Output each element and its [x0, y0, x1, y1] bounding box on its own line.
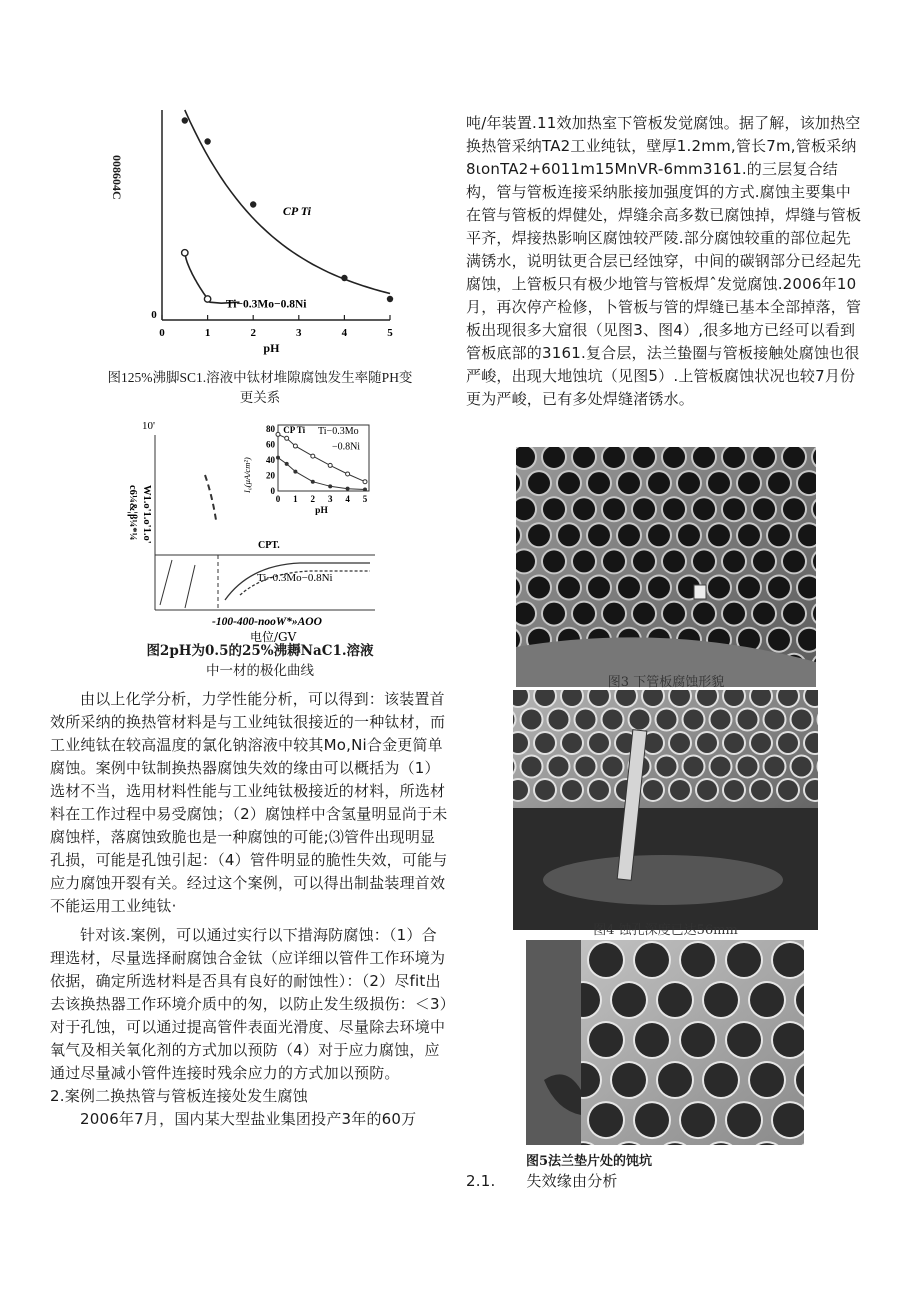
photo-5-flange [526, 940, 581, 1145]
photo-tube-hole [704, 1063, 738, 1097]
photo-tube-hole [630, 709, 650, 729]
figure-1-caption-line1: 图125%沸脚SC1.溶液中钛材堆隙腐蚀发生率随PH变 [107, 370, 413, 385]
photo-tube-hole [711, 709, 731, 729]
photo-tube-hole [697, 733, 717, 753]
figure-1-series-ti-mo-ni-line [185, 253, 240, 303]
photo-tube-hole [783, 447, 805, 468]
photo-tube-hole [753, 550, 775, 572]
figure-1-xlabel: pH [263, 341, 280, 355]
photo-tube-hole [681, 1103, 715, 1137]
photo-tube-hole [778, 780, 798, 800]
photo-tube-hole [589, 1103, 623, 1137]
photo-tube-hole [670, 780, 690, 800]
photo-tube-hole [562, 780, 582, 800]
figure-2-ylabel-line1: W1.o'1.o'1.o' [141, 485, 152, 544]
photo-tube-hole [723, 550, 745, 572]
figure-2-inset-xtick: 2 [310, 494, 316, 504]
photo-tube-hole [573, 447, 595, 468]
section-heading-2-1-text: 失效缘由分析 [526, 1172, 618, 1190]
photo-tube-hole [633, 603, 655, 625]
figure-1-point-cp-ti [182, 117, 188, 123]
photo-tube-hole [783, 550, 805, 572]
figure-2-inset-point-filled [328, 484, 332, 488]
figure-1-caption-line2: 更关系 [239, 390, 281, 406]
photo-tube-hole [648, 577, 670, 599]
photo-tube-hole [724, 780, 744, 800]
photo-tube-hole [693, 498, 715, 520]
photo-tube-hole [612, 1063, 646, 1097]
figure-2-ylabel-line2: c6¼&¦β¼*¼ [127, 485, 138, 541]
photo-tube-hole [588, 524, 610, 546]
photo-tube-hole [573, 603, 595, 625]
figure-1-point-cp-ti [204, 138, 210, 144]
figure-2-inset-point-open [276, 432, 280, 436]
photo-tube-hole [681, 943, 715, 977]
figure-1-label-ti-mo-ni: Ti−0.3Mo−0.8Ni [225, 298, 307, 311]
figure-2-inset-point-filled [363, 487, 367, 491]
photo-tube-hole [618, 524, 640, 546]
photo-4-caption: 图4 蚀孔深度已达56mm [593, 923, 738, 938]
photo-tube-hole [663, 603, 685, 625]
figure-2 [100, 415, 430, 645]
photo-tube-hole [663, 550, 685, 572]
photo-tube-hole [708, 577, 730, 599]
photo-tube-hole [589, 733, 609, 753]
figure-2-inset-point-filled [285, 462, 289, 466]
photo-tube-hole [535, 733, 555, 753]
photo-tube-hole [528, 472, 550, 494]
figure-2-plot [100, 415, 430, 645]
figure-2-inset-xtick: 4 [345, 494, 350, 504]
left-paragraph-3: 2006年7月，国内某大型盐业集团投产3年的60万 [80, 1110, 417, 1128]
figure-2-inset-xlabel: pH [315, 506, 328, 516]
left-heading-case2: 2.案例二换热管与管板连接处发生腐蚀 [50, 1087, 308, 1105]
photo-tube-hole [618, 472, 640, 494]
photo-tube-hole [603, 550, 625, 572]
figure-2-inset-xtick: 0 [275, 494, 281, 504]
photo-tube-hole [783, 498, 805, 520]
right-paragraph-1: 吨/年装置.11效加热室下管板发觉腐蚀。据了解，该加热空换热管采纳TA2工业纯钛，壁厚1.2mm,管长7m,管板采纳8ιοnTA2+6011m15MnVR-6mm3161.的三层复合结构，管与管板连接采纳胀接加强度饵的方式.腐蚀主要集中在管与管板的焊健处，焊缝余高多数已腐蚀掉，焊缝与管板平齐，焊接热影响区腐蚀较严陵.部分腐蚀较重的部位起先满锈水，说明钛更合层已经蚀穿，中间的碳钢部分已经起先腐蚀，上管板只有极少地管与管板焊ˆ发觉腐蚀.2006年10月，再次停产检修，卜管板与管的焊缝已基本全部掉落，管板出现很多大窟很（见图3、图4）,很多地方已经可以看到管板底部的3161.复合层，法兰蛰圈与管板接触处腐蚀也很严峻，出现大地蚀坑（见图5）.上管板腐蚀状况也较7月份更为严峻，已有多处焊缝渚锈水。 [466, 114, 862, 408]
photo-tube-hole [543, 498, 565, 520]
photo-5-caption: 图5法兰垫片处的饨坑 [526, 1154, 653, 1169]
photo-tube-hole [635, 1103, 669, 1137]
section-heading-2-1 [466, 1170, 864, 1193]
photo-tube-hole [792, 709, 812, 729]
figure-1-point-ti-mo-ni [204, 296, 210, 302]
figure-1-xtick-label: 4 [341, 327, 348, 339]
photo-tube-hole [753, 603, 775, 625]
photo-tube-hole [727, 1103, 761, 1137]
photo-tube-hole [738, 524, 760, 546]
photo-tube-hole [678, 472, 700, 494]
photo-tube-hole [768, 629, 790, 651]
photo-tube-hole [708, 472, 730, 494]
photo-tube-hole [723, 447, 745, 468]
photo-tube-hole [778, 733, 798, 753]
photo-tube-hole [765, 709, 785, 729]
figure-2-inset-point-open [293, 444, 297, 448]
figure-2-inset-xtick: 1 [293, 494, 298, 504]
photo-tube-hole [549, 756, 569, 776]
figure-1-point-ti-mo-ni [182, 250, 188, 256]
photo-3-lower-tubesheet [516, 447, 816, 687]
photo-tube-hole [543, 603, 565, 625]
figure-1-point-cp-ti [250, 201, 256, 207]
photo-tube-hole [558, 524, 580, 546]
figure-1-point-cp-ti [387, 296, 393, 302]
figure-2-inset-ytick: 0 [270, 486, 275, 496]
photo-tube-hole [633, 550, 655, 572]
figure-2-inset-ylabel: I₀(μA/cm²) [242, 457, 252, 493]
figure-1-xtick-label: 5 [387, 327, 393, 339]
left-paragraph-2: 针对该.案例，可以通过实行以下措海防腐蚀：（1）合理选材，尽量选择耐腐蚀合金钛（应详细以管件工作环境为依据，确定所选材料是否具有良好的耐蚀性）：（2）尽fit出去该换热器工作环境介质中的匆，以防止发生级损伤：＜3）对于孔蚀，可以通过提高管件表面光滑度、尽量除去环境中氧气及相关氧化剂的方式加以预防（4）对于应力腐蚀，应通过尽量减小管件连接时残余应力的方式加以预防。 [50, 926, 448, 1082]
photo-tube-hole [612, 983, 646, 1017]
figure-2-top-label: 10' [142, 420, 155, 432]
figure-2-label-ti: Ti−0.3Mo−0.8Ni [257, 572, 333, 584]
photo-tube-hole [543, 447, 565, 468]
figure-1-xtick-label: 1 [204, 327, 211, 339]
photo-tube-hole [603, 709, 623, 729]
photo-tube-hole [753, 498, 775, 520]
figure-2-curve-b [185, 565, 195, 608]
photo-3-tag [694, 585, 706, 599]
photo-tube-hole [738, 577, 760, 599]
photo-tube-hole [558, 577, 580, 599]
photo-tube-hole [576, 756, 596, 776]
photo-tube-hole [657, 756, 677, 776]
photo-tube-hole [753, 447, 775, 468]
photo-tube-hole [603, 498, 625, 520]
photo-tube-hole [783, 603, 805, 625]
figure-2-inset-point-open [363, 480, 367, 484]
figure-1-plot [140, 95, 440, 375]
left-column [50, 688, 448, 1131]
photo-tube-hole [603, 603, 625, 625]
photo-tube-hole [678, 524, 700, 546]
photo-tube-hole [663, 447, 685, 468]
figure-2-inset-point-filled [311, 480, 315, 484]
figure-2-dashed-curve [205, 475, 216, 520]
photo-tube-hole [693, 550, 715, 572]
left-paragraph-1: 由以上化学分析，力学性能分析，可以得到：该装置首效所采纳的换热管材料是与工业纯钛很接近的一种钛材，而工业纯钛在较高温度的氯化钠溶液中较其Mo,Ni合金更简单腐蚀。案例中钛制换热器腐蚀失效的缘由可以概括为（1）选材不当，选用材料性能与工业纯钛极接近的材料，所选材料在工作过程中易受腐蚀；（2）腐蚀样中含氢量明显尚于未腐蚀样，落腐蚀致脆也是一种腐蚀的可能;⑶管件出现明显孔损，可能是孔蚀引起：（4）管件明显的脆性失效，可能与应力腐蚀开裂有关。经过这个案例，可以得出制盐装理首效不能运用工业纯钛· [50, 690, 448, 915]
photo-tube-hole [727, 943, 761, 977]
photo-tube-hole [693, 447, 715, 468]
photo-tube-hole [558, 472, 580, 494]
right-column [466, 112, 864, 411]
photo-tube-hole [588, 577, 610, 599]
figure-2-inset-point-filled [276, 456, 280, 460]
figure-1-label-cp-ti: CP Ti [282, 204, 311, 218]
photo-tube-hole [528, 577, 550, 599]
figure-2-inset-point-filled [346, 487, 350, 491]
photo-tube-hole [750, 1063, 784, 1097]
photo-4-floor [543, 855, 783, 905]
photo-tube-hole [792, 756, 812, 776]
photo-tube-hole [603, 756, 623, 776]
figure-2-caption-line1: 图2pH为0.5的25%沸耨NaC1.溶液 [146, 643, 374, 659]
figure-2-inset-series-line [278, 458, 365, 490]
figure-1 [110, 95, 440, 375]
figure-1-xtick-label: 3 [296, 327, 302, 339]
photo-tube-hole [589, 780, 609, 800]
figure-1-point-cp-ti [341, 275, 347, 281]
figure-2-inset-point-open [328, 463, 332, 467]
photo-tube-hole [704, 983, 738, 1017]
photo-3-caption: 图3 下管板腐蚀形貌 [607, 675, 725, 690]
photo-tube-hole [727, 1023, 761, 1057]
figure-2-inset-point-filled [293, 470, 297, 474]
photo-5-flange-pits [526, 940, 804, 1145]
figure-1-xtick-label: 2 [250, 327, 256, 339]
photo-tube-hole [562, 733, 582, 753]
photo-tube-hole [768, 577, 790, 599]
photo-tube-hole [589, 1023, 623, 1057]
figure-1-caption [70, 368, 450, 408]
figure-2-inset-point-open [346, 472, 350, 476]
photo-tube-hole [573, 550, 595, 572]
figure-2-inset-ytick: 40 [266, 455, 275, 465]
figure-1-series-cp-ti-line [185, 110, 390, 294]
photo-tube-hole [573, 498, 595, 520]
photo-tube-hole [738, 756, 758, 776]
photo-tube-hole [589, 943, 623, 977]
photo-tube-hole [738, 709, 758, 729]
figure-2-inset-ytick: 20 [266, 470, 275, 481]
figure-2-xaxis-unit: 电位/GV [250, 630, 297, 644]
photo-tube-hole [635, 943, 669, 977]
figure-2-curve-a [160, 560, 172, 605]
photo-tube-hole [576, 709, 596, 729]
photo-tube-hole [681, 1023, 715, 1057]
figure-1-ylabel: 008604C [110, 155, 124, 200]
figure-2-label-cpt: CPT. [258, 540, 280, 551]
photo-tube-hole [768, 472, 790, 494]
photo-tube-hole [643, 780, 663, 800]
figure-2-xaxis-numbers: -100-400-nooW*»AOO [212, 616, 322, 628]
section-heading-2-1-number: 2.1. [466, 1172, 496, 1190]
figure-2-inset-xtick: 3 [327, 494, 333, 504]
photo-tube-hole [635, 1023, 669, 1057]
figure-1-xtick-label: 0 [159, 327, 165, 339]
photo-tube-hole [522, 709, 542, 729]
photo-tube-hole [522, 756, 542, 776]
figure-2-inset-ytick: 60 [266, 439, 275, 450]
photo-tube-hole [603, 447, 625, 468]
figure-2-inset-point-open [311, 454, 315, 458]
photo-tube-hole [670, 733, 690, 753]
figure-2-inset-label-cp-ti: CP Ti [283, 425, 306, 435]
photo-tube-hole [618, 577, 640, 599]
photo-tube-hole [663, 498, 685, 520]
photo-tube-hole [528, 524, 550, 546]
photo-tube-hole [633, 447, 655, 468]
photo-tube-hole [543, 550, 565, 572]
photo-tube-hole [723, 498, 745, 520]
photo-tube-hole [684, 756, 704, 776]
photo-tube-hole [588, 472, 610, 494]
photo-tube-hole [750, 983, 784, 1017]
photo-tube-hole [724, 733, 744, 753]
photo-tube-hole [535, 780, 555, 800]
figure-2-caption-line2: 中一材的极化曲线 [206, 663, 314, 679]
photo-tube-hole [657, 709, 677, 729]
photo-tube-hole [633, 498, 655, 520]
photo-tube-hole [658, 983, 692, 1017]
photo-tube-hole [549, 709, 569, 729]
photo-tube-hole [711, 756, 731, 776]
photo-4-corrosion-depth [513, 690, 818, 930]
photo-tube-hole [765, 756, 785, 776]
photo-tube-hole [693, 603, 715, 625]
photo-tube-hole [648, 472, 670, 494]
photo-tube-hole [768, 524, 790, 546]
figure-1-ytick-label: 0 [151, 309, 157, 321]
photo-tube-hole [738, 472, 760, 494]
figure-2-caption [110, 641, 410, 681]
photo-tube-hole [697, 780, 717, 800]
figure-2-inset-label-ti-line2: −0.8Ni [331, 441, 361, 453]
figure-2-inset-ytick: 80 [266, 424, 275, 434]
photo-tube-hole [751, 733, 771, 753]
figure-2-inset-xtick: 5 [362, 494, 368, 504]
photo-tube-hole [648, 524, 670, 546]
photo-tube-hole [723, 603, 745, 625]
photo-tube-hole [658, 1063, 692, 1097]
photo-tube-hole [684, 709, 704, 729]
photo-tube-hole [751, 780, 771, 800]
photo-tube-hole [708, 524, 730, 546]
figure-2-inset-label-ti-line1: Ti−0.3Mo [318, 426, 359, 437]
figure-2-inset-point-open [285, 436, 289, 440]
